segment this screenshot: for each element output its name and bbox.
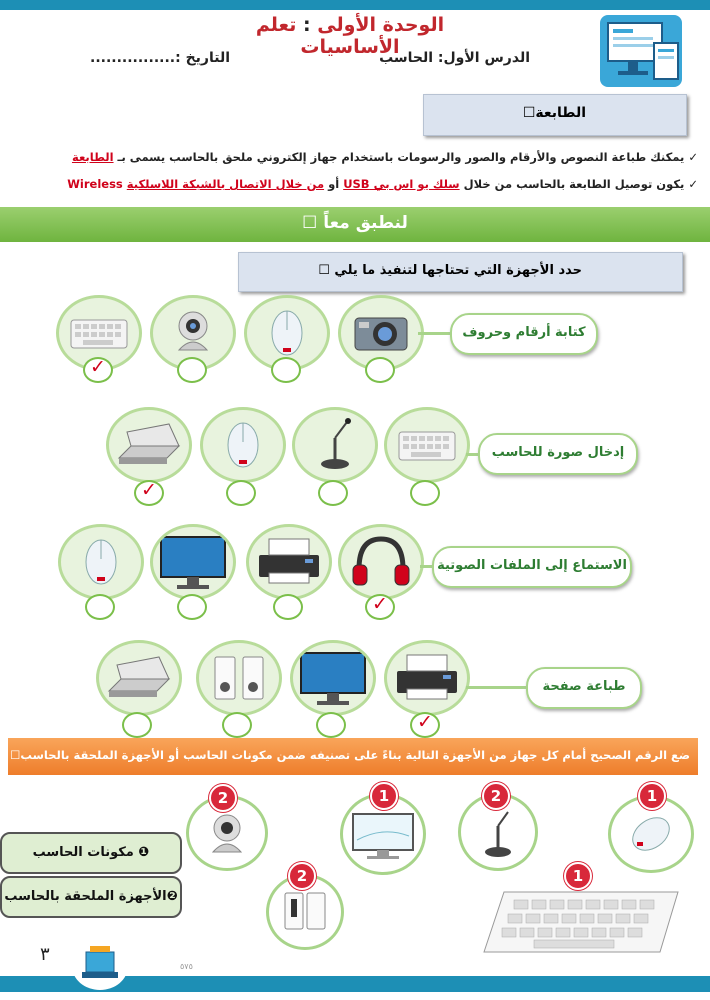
keyboard-icon [384,407,470,483]
monitor-icon [150,524,236,600]
number-badge: 1 [370,782,398,810]
answer-circle[interactable] [271,357,301,383]
scanner-icon [106,407,192,483]
bullet-1: ✓ يمكنك طباعة النصوص والأرقام والصور والرسومات باستخدام جهاز إلكتروني ملحق بالحاسب يسمى بـ الطابعة [71,150,698,164]
answer-circle[interactable] [85,594,115,620]
date-field: التاريخ :................ [90,50,230,66]
answer-circle-checked[interactable] [365,594,395,620]
checkmark-icon: ✓ [90,356,106,378]
checkmark-icon: ✓ [417,711,433,733]
mouse-icon [200,407,286,483]
answer-circle[interactable] [273,594,303,620]
row-label-printing: طباعة صفحة [526,667,642,709]
headphones-icon [338,524,424,600]
answer-circle[interactable] [226,480,256,506]
answer-circle[interactable] [316,712,346,738]
practice-banner: لنطبق معاً ☐ [0,207,710,242]
category-peripherals: ❷الأجهزة الملحقة بالحاسب [0,876,182,918]
row-label-listening: الاستماع إلى الملفات الصوتية [432,546,632,588]
printer-icon [246,524,332,600]
task-instruction: حدد الأجهزة التي تحتاجها لتنفيذ ما يلي ☐ [238,252,683,292]
checkmark-icon: ✓ [372,593,388,615]
mouse-icon [58,524,144,600]
top-bar [0,0,710,10]
answer-circle-checked[interactable] [83,357,113,383]
bullet-2: ✓ يكون توصيل الطابعة بالحاسب من خلال سلك يو اس بي USB أو من خلال الاتصال بالشبكة اللاسلكية Wireless [67,177,698,191]
number-badge: 2 [482,782,510,810]
school-logo-icon [72,942,128,990]
row-label-typing: كتابة أرقام وحروف [450,313,598,355]
number-badge: 2 [288,862,316,890]
monitor-icon [290,640,376,716]
answer-circle-checked[interactable] [410,712,440,738]
answer-circle[interactable] [365,357,395,383]
connector [466,686,530,689]
page-number: ٣ [40,944,50,965]
answer-circle-checked[interactable] [134,480,164,506]
number-badge: 2 [209,784,237,812]
checkmark-icon: ✓ [141,479,157,501]
printer-section-title: الطابعة☐ [423,94,687,136]
microphone-icon [292,407,378,483]
lesson-title: الدرس الأول: الحاسب [379,50,530,66]
answer-circle[interactable] [222,712,252,738]
computer-logo-icon [598,13,684,89]
speakers-icon [196,640,282,716]
answer-circle[interactable] [410,480,440,506]
answer-circle[interactable] [177,594,207,620]
unit-title: الوحدة الأولى : تعلم الأساسيات [255,14,445,58]
footer-code: ٥٧٥ [180,962,193,971]
row-label-image-input: إدخال صورة للحاسب [478,433,638,475]
answer-circle[interactable] [122,712,152,738]
scanner-icon [96,640,182,716]
classify-instruction: ضع الرقم الصحيح أمام كل جهاز من الأجهزة التالية بناءً على تصنيفه ضمن مكونات الحاسب أو الأجهزة الملحقة بالحاسب☐ [8,738,698,775]
answer-circle[interactable] [318,480,348,506]
number-badge: 1 [638,782,666,810]
answer-circle[interactable] [177,357,207,383]
category-computer-components: ❶ مكونات الحاسب [0,832,182,874]
printer-icon [384,640,470,716]
number-badge: 1 [564,862,592,890]
